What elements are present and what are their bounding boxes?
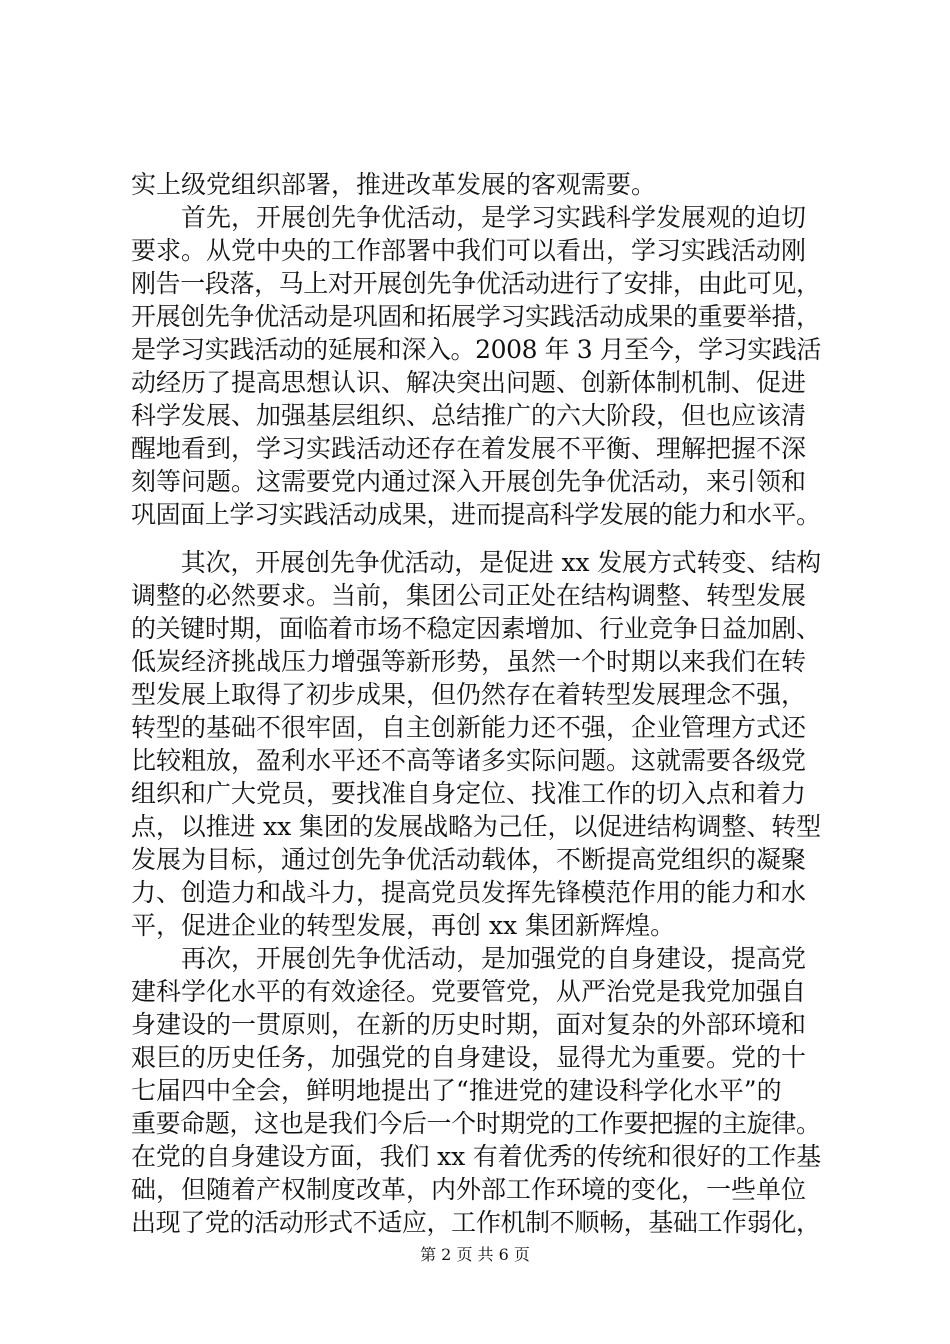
text-line: 力、创造力和战斗力，提高党员发挥先锋模范作用的能力和水	[131, 878, 807, 907]
text-line: 首先，开展创先争优活动，是学习实践科学发展观的迫切	[131, 203, 807, 232]
text-line: 出现了党的活动形式不适应，工作机制不顺畅，基础工作弱化，	[131, 1208, 821, 1237]
text-line: 的关键时期，面临着市场不稳定因素增加、行业竞争日益加剧、	[131, 614, 821, 643]
text-line: 组织和广大党员，要找准自身定位、找准工作的切入点和着力	[131, 779, 807, 808]
text-line: 醒地看到，学习实践活动还存在着发展不平衡、理解把握不深	[131, 434, 807, 463]
text-line: 是学习实践活动的延展和深入。2008 年 3 月至今，学习实践活	[131, 335, 821, 364]
text-line: 在党的自身建设方面，我们 xx 有着优秀的传统和很好的工作基	[131, 1142, 821, 1171]
text-line: 刚告一段落，马上对开展创先争优活动进行了安排，由此可见，	[131, 269, 821, 298]
text-line: 要求。从党中央的工作部署中我们可以看出，学习实践活动刚	[131, 236, 807, 265]
text-line: 开展创先争优活动是巩固和拓展学习实践活动成果的重要举措，	[131, 302, 821, 331]
text-line: 刻等问题。这需要党内通过深入开展创先争优活动，来引领和	[131, 467, 807, 496]
text-line: 其次，开展创先争优活动，是促进 xx 发展方式转变、结构	[131, 548, 821, 577]
text-line: 建科学化水平的有效途径。党要管党，从严治党是我党加强自	[131, 977, 807, 1006]
text-line: 重要命题，这也是我们今后一个时期党的工作要把握的主旋律。	[131, 1109, 821, 1138]
text-line: 再次，开展创先争优活动，是加强党的自身建设，提高党	[131, 944, 807, 973]
text-line: 实上级党组织部署，推进改革发展的客观需要。	[131, 170, 657, 199]
text-line: 科学发展、加强基层组织、总结推广的六大阶段，但也应该清	[131, 401, 807, 430]
text-line: 平，促进企业的转型发展，再创 xx 集团新辉煌。	[131, 911, 676, 940]
text-line: 巩固面上学习实践活动成果，进而提高科学发展的能力和水平。	[131, 500, 821, 529]
page-footer: 第 2 页 共 6 页	[420, 1245, 530, 1264]
text-line: 动经历了提高思想认识、解决突出问题、创新体制机制、促进	[131, 368, 807, 397]
text-line: 型发展上取得了初步成果，但仍然存在着转型发展理念不强，	[131, 680, 807, 709]
text-line: 艰巨的历史任务，加强党的自身建设，显得尤为重要。党的十	[131, 1043, 807, 1072]
text-line: 点，以推进 xx 集团的发展战略为己任，以促进结构调整、转型	[131, 812, 821, 841]
text-line: 调整的必然要求。当前，集团公司正处在结构调整、转型发展	[131, 581, 807, 610]
text-line: 低炭经济挑战压力增强等新形势，虽然一个时期以来我们在转	[131, 647, 807, 676]
text-line: 础，但随着产权制度改革，内外部工作环境的变化，一些单位	[131, 1175, 807, 1204]
text-line: 转型的基础不很牢固，自主创新能力还不强，企业管理方式还	[131, 713, 807, 742]
text-line: 身建设的一贯原则，在新的历史时期，面对复杂的外部环境和	[131, 1010, 807, 1039]
text-line: 比较粗放，盈利水平还不高等诸多实际问题。这就需要各级党	[131, 746, 807, 775]
text-line: 七届四中全会，鲜明地提出了“推进党的建设科学化水平”的	[131, 1076, 782, 1105]
text-line: 发展为目标，通过创先争优活动载体，不断提高党组织的凝聚	[131, 845, 807, 874]
